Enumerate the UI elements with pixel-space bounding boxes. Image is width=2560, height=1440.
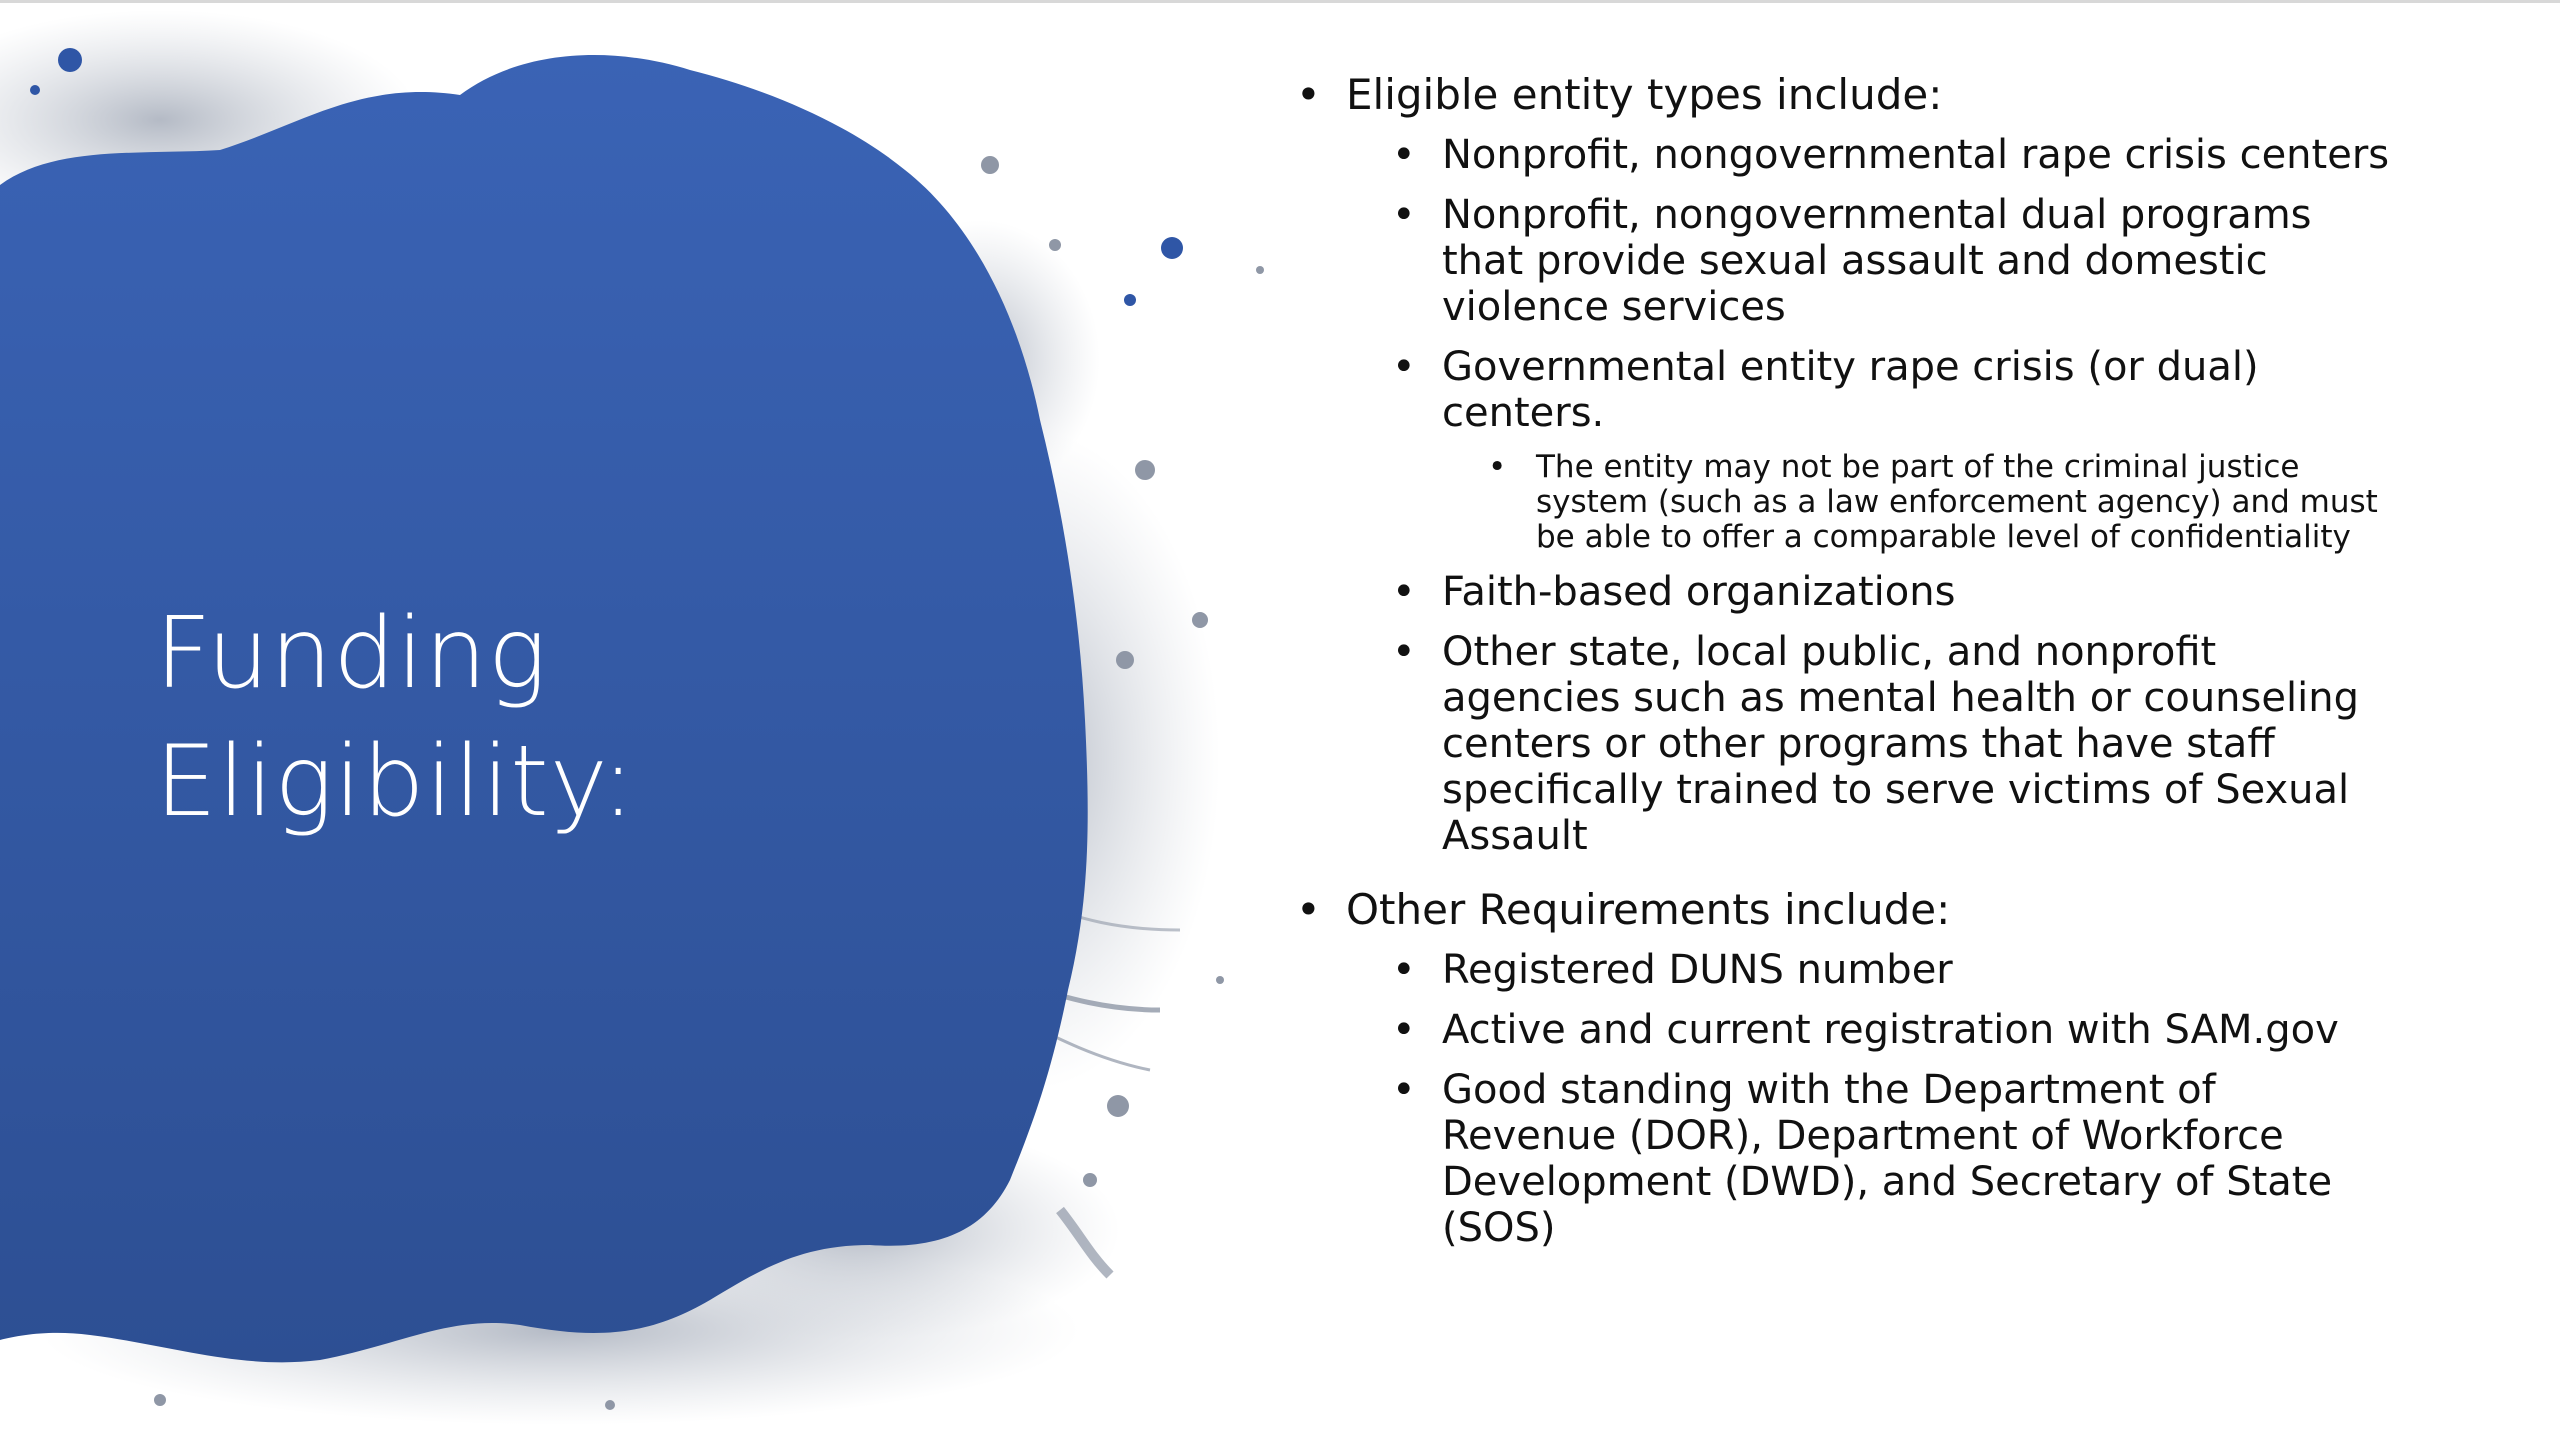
bullet-eligible-entity-types [1296, 70, 2396, 859]
slide-title [155, 590, 975, 846]
sub-bullet-text: Faith-based organizations [1442, 569, 1956, 615]
sub-bullet-list [1346, 132, 2396, 859]
sub-bullet-item [1392, 192, 2396, 330]
bullet-content [1296, 70, 2396, 1265]
sub-bullet-text: Active and current registration with SAM.gov [1442, 1007, 2339, 1053]
bullet-heading: • Other Requirements include: [1346, 885, 1951, 934]
sub-bullet-text: Good standing with the Department of Revenue (DOR), Department of Workforce Development (DWD), and Secretary of State (SOS) [1442, 1067, 2333, 1251]
bullet-other-requirements [1296, 885, 2396, 1251]
nested-bullet-item [1488, 450, 2396, 555]
sub-bullet-item [1392, 569, 2396, 615]
title-line-1: Funding [155, 597, 548, 711]
nested-bullet-list [1442, 450, 2396, 555]
sub-bullet-item [1392, 344, 2396, 555]
sub-bullet-text: Registered DUNS number [1442, 947, 1953, 993]
nested-bullet-text: The entity may not be part of the criminal justice system (such as a law enforcement agency) and must be able to offer a comparable level of confidentiality [1536, 449, 2378, 555]
title-line-2: Eligibility: [155, 725, 636, 839]
sub-bullet-item [1392, 629, 2396, 859]
sub-bullet-text: Nonprofit, nongovernmental dual programs that provide sexual assault and domestic violence services [1442, 192, 2312, 330]
sub-bullet-text: Other state, local public, and nonprofit agencies such as mental health or counseling centers or other programs that have staff specifically trained to serve victims of Sexual Assault [1442, 629, 2359, 859]
sub-bullet-item [1392, 1067, 2396, 1251]
sub-bullet-item [1392, 132, 2396, 178]
sub-bullet-item [1392, 1007, 2396, 1053]
sub-bullet-list [1346, 947, 2396, 1251]
bullet-heading: • Eligible entity types include: [1346, 70, 1943, 119]
sub-bullet-item [1392, 947, 2396, 993]
sub-bullet-text: • Governmental entity rape crisis (or dual) centers. [1442, 344, 2259, 436]
bullet-list [1296, 70, 2396, 1251]
sub-bullet-text: Nonprofit, nongovernmental rape crisis centers [1442, 132, 2390, 178]
